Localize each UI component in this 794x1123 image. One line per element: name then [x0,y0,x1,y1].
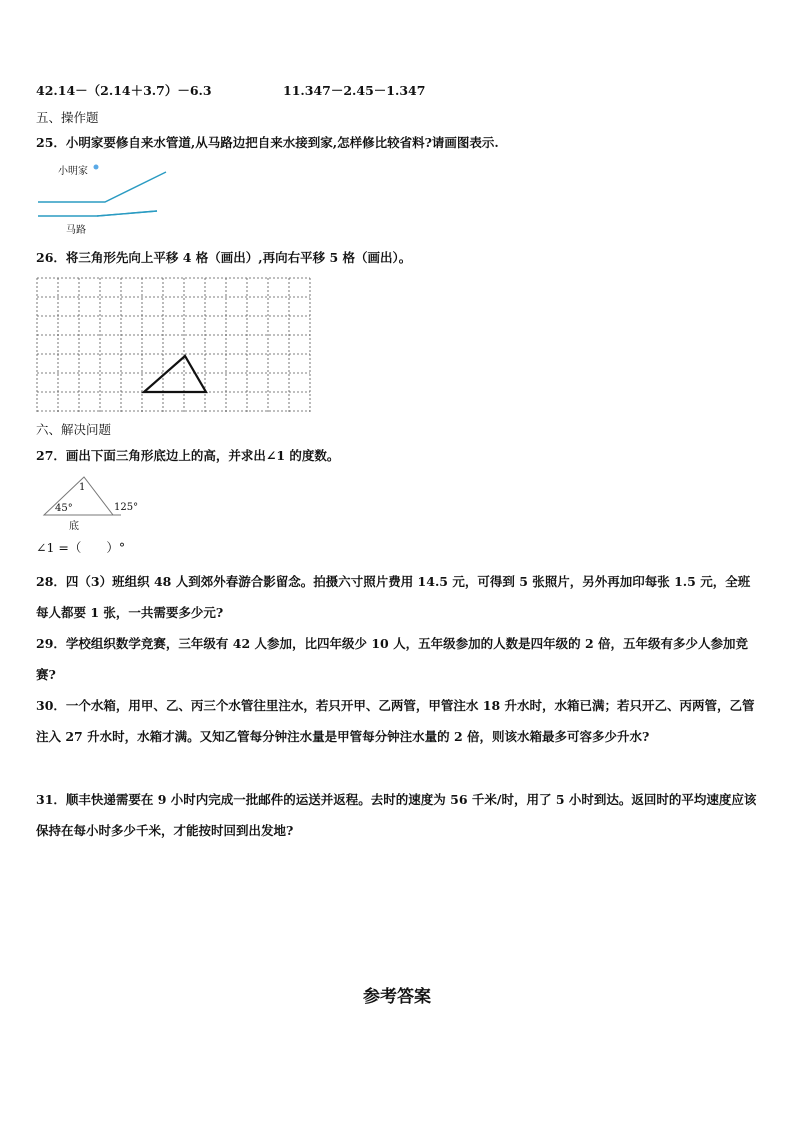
section-six-title: 六、解决问题 [36,422,112,437]
angle-1-label: 1 [79,482,86,493]
question-26-text: 26．将三角形先向上平移 4 格（画出）,再向右平移 5 格（画出）。 [36,250,412,265]
angle-45-label: 45° [55,503,73,514]
calc-expression-2: 11.347－2.45－1.347 [283,83,426,98]
question-27-answer-line: ∠1 =（ ）° [36,540,126,555]
angle-triangle-diagram [0,0,200,540]
section-five-title: 五、操作题 [36,110,99,125]
question-31-text: 31．顺丰快递需要在 9 小时内完成一批邮件的运送并返程。去时的速度为 56 千米/时，用了 5 小时到达。返回时的平均速度应该保持在每小时多少千米，才能按时回到出发地? [36,792,757,838]
question-27-text: 27．画出下面三角形底边上的高，并求出∠1 的度数。 [36,448,340,463]
question-29-text: 29．学校组织数学竞赛，三年级有 42 人参加，比四年级少 10 人，五年级参加的人数是四年级的 2 倍，五年级有多少人参加竞赛? [36,636,748,682]
angle-125-label: 125° [114,502,139,513]
home-label: 小明家 [58,166,88,177]
question-25-text: 25．小明家要修自来水管道,从马路边把自来水接到家,怎样修比较省料?请画图表示. [36,135,499,150]
road-label: 马路 [66,225,86,236]
answers-title: 参考答案 [363,987,431,1007]
base-label: 底 [69,521,79,532]
question-28-text: 28．四（3）班组织 48 人到郊外春游合影留念。拍摄六寸照片费用 14.5 元，可得到 5 张照片，另外再加印每张 1.5 元，全班每人都要 1 张，一共需要多少元? [36,574,751,620]
calc-expression-1: 42.14－（2.14＋3.7）－6.3 [36,83,212,98]
question-30-text: 30．一个水箱，用甲、乙、丙三个水管往里注水，若只开甲、乙两管，甲管注水 18 升水时，水箱已满；若只开乙、丙两管，乙管注入 27 升水时，水箱才满。又知乙管每分钟注水量是甲管每分钟注水量的 2 倍，则该水箱最多可容多少升水? [36,698,755,744]
